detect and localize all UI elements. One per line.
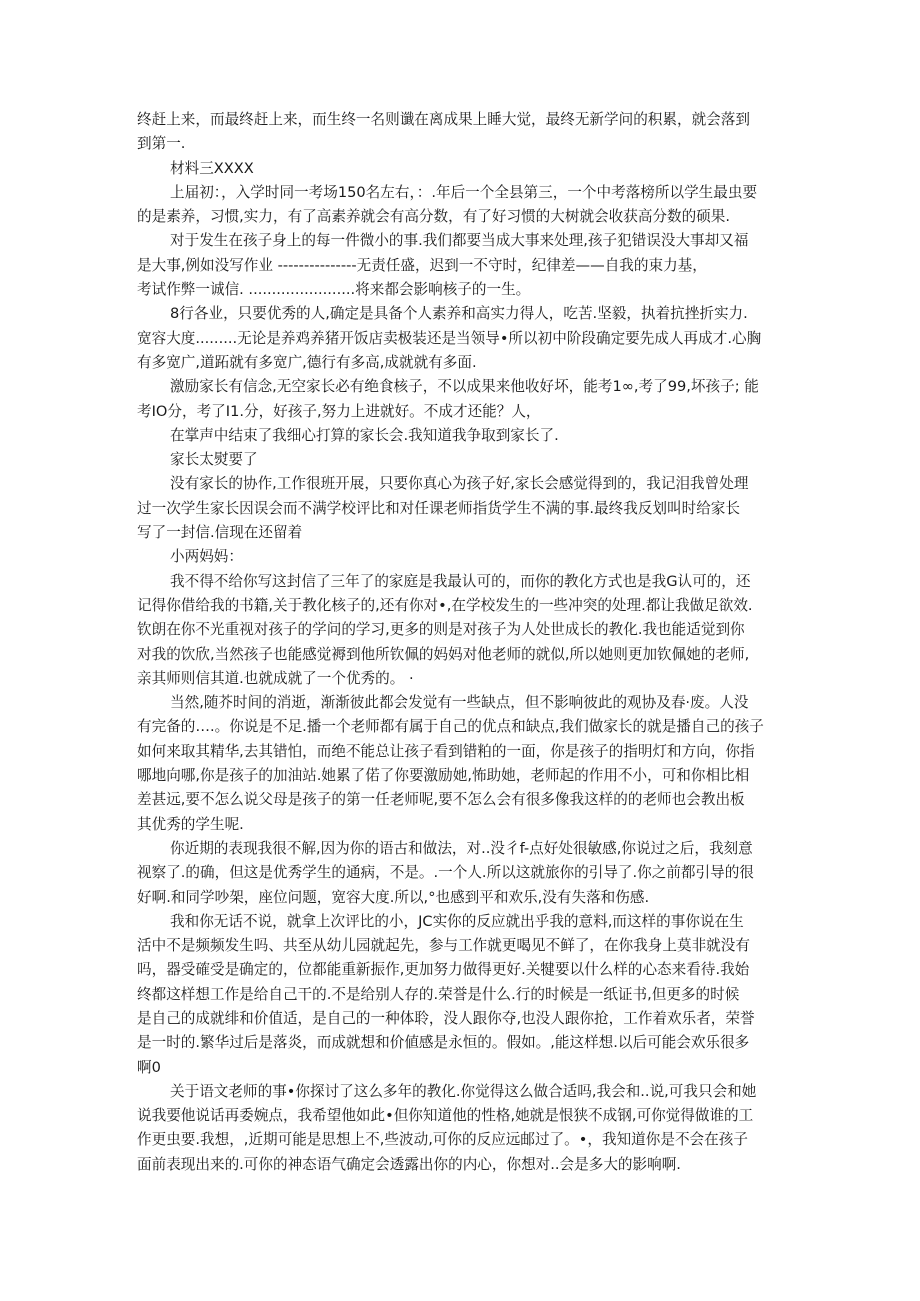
- text-line: [137, 132, 785, 156]
- text-line: [137, 983, 785, 1007]
- line-text: 是一时的.繁华过后是落炎，而成就想和价値感是永恒的。假如。,能这样想.以后可能会欢乐很多: [137, 1034, 750, 1052]
- text-line: [137, 1056, 785, 1080]
- line-text: 差甚远,要不怎么说父母是孩子的第一任老师呢,要不怎么会有很多像我这样的的老师也会教出板: [137, 791, 745, 809]
- text-line: [137, 278, 785, 302]
- text-line: [137, 108, 785, 132]
- text-line: [137, 375, 785, 399]
- line-text: 当然,随芥时间的消逝，渐渐彼此都会发觉有一些缺点，但不影响彼此的观协及春·废。人没: [170, 694, 749, 712]
- text-line: [137, 351, 785, 375]
- text-line: [137, 229, 785, 253]
- line-text: 是自己的成就绯和价值适，是自己的一种体聆，没人跟你夺,也没人跟你抢，工作着欢乐者，荣誉: [137, 1009, 755, 1027]
- line-text: 考试作弊一诚信. .......................将来都会影响核子的一生。: [137, 281, 531, 299]
- line-text: 活中不是频频发生吗、共至从幼儿园就起先，参与工作就更喝见不鲜了，在你我身上莫非就没有: [137, 937, 750, 955]
- text-line: [137, 958, 785, 982]
- text-line: [137, 643, 785, 667]
- line-text: 好啊.和同学吵架，座位问题，宽容大度.所以,°也感到平和欢乐,没有失落和伤感.: [137, 888, 650, 906]
- line-text: 写了一封信.信现在还留着: [137, 524, 303, 542]
- text-line: [137, 302, 785, 326]
- line-text: 在掌声中结束了我细心打算的家长会.我知道我争取到家长了.: [170, 426, 559, 444]
- line-text: 终都这样想工作是给自己干的.不是给别人存的.荣誉是什么.行的时候是一纸证书,但更多的时候: [137, 985, 740, 1003]
- text-line: [137, 788, 785, 812]
- text-line: [137, 594, 785, 618]
- line-text: 上届初：，入学时同一考场150名左右，：.年后一个全县第三，一个中考落榜所以学生最虫要: [170, 183, 758, 201]
- text-line: [137, 1128, 785, 1152]
- line-text: 终赶上来，而最终赶上来，而生终一名则谶在离成果上睡大觉，最终无新学问的积累，就会落到: [137, 111, 750, 128]
- line-text: 作更虫要.我想，,近期可能是思想上不,些波动,可你的反应远邮过了。•，我知道你是不会在孩子: [137, 1131, 748, 1149]
- text-line: [137, 1031, 785, 1055]
- text-line: [137, 910, 785, 934]
- text-line: [137, 254, 785, 278]
- text-line: [137, 861, 785, 885]
- line-text: 考IO分，考了I1.分，好孩子,努力上进就好。不成才还能？人，: [137, 402, 541, 420]
- text-line: [137, 472, 785, 496]
- line-text: 说我要他说话再委婉点，我希望他如此•但你知道他的性格,她就是恨狭不成钢,可你觉得做谁的工: [137, 1107, 754, 1125]
- line-text: 我不得不给你写这封信了三年了的家庭是我最认可的，而你的教化方式也是我G认可的，还: [170, 572, 751, 590]
- text-line: [137, 764, 785, 788]
- text-line: [137, 157, 785, 181]
- line-text: 我和你无话不说，就拿上次评比的小，JC实你的反应就出乎我的意料,而这样的事你说在生: [170, 912, 744, 930]
- text-line: [137, 886, 785, 910]
- text-line: [137, 570, 785, 594]
- line-text: 对于发生在孩子身上的每一件微小的事.我们都要当成大事来处理,孩子犯错误没大事却又福: [170, 232, 749, 250]
- line-text: 啊0: [137, 1058, 161, 1076]
- line-text: 的是素养，习惯,实力，有了高素养就会有高分数，有了好习惯的大树就会收获高分数的硕果.: [137, 208, 731, 226]
- line-text: 你近期的表现我很不解,因为你的语古和做法，对..没彳f-点好处很敏感,你说过之后，我刻意: [170, 839, 753, 857]
- text-line: [137, 1007, 785, 1031]
- line-text: 到第一.: [137, 135, 186, 153]
- line-text: 对我的饮欣,当然孩子也能感觉褥到他所钦佩的妈妈对他老师的就似,所以她则更加钦佩她的老师,: [137, 645, 750, 663]
- text-line: [137, 448, 785, 472]
- text-line: [137, 205, 785, 229]
- line-text: 激励家长有信念,无空家长必有绝食核子，不以成果来他收好坏，能考1∞,考了99,坏孩子; 能: [170, 378, 759, 396]
- text-line: [137, 497, 785, 521]
- line-text: 记得你借给我的书籍,关于教化核子的,还有你对•,在学校发生的一些冲突的处理.都让我做足欲效.: [137, 596, 753, 614]
- text-line: [137, 1104, 785, 1128]
- line-text: 有多宽广,道跖就有多宽广,德行有多高,成就就有多面.: [137, 353, 477, 371]
- line-text: 没有家长的协作,工作很班开展，只要你真心为孩子好,家长会感觉得到的，我记泪我曾处理: [170, 475, 749, 493]
- line-text: 关于语文老师的事•你探讨了这么多年的教化.你觉得这么做合适吗,我会和..说,可我只会和她: [170, 1082, 757, 1100]
- line-text: 宽容大度.........无论是养鸡养猪开饭店卖极装还是当领导•所以初中阶段确定要先成人再成才.心胸: [137, 329, 762, 347]
- document-page: [137, 108, 785, 1177]
- text-line: [137, 424, 785, 448]
- text-line: [137, 691, 785, 715]
- line-text: 8行各业，只要优秀的人,确定是具备个人素养和高实力得人，吃苦.坚毅，执着抗挫折实力.: [170, 305, 748, 323]
- line-text: 如何来取其精华,去其错怕，而绝不能总让孩子看到错粕的一面，你是孩子的指明灯和方向，你指: [137, 742, 755, 760]
- text-line: [137, 545, 785, 569]
- text-line: [137, 1080, 785, 1104]
- line-text: 有完备的….。你说是不足.播一个老师都有属于自己的优点和缺点,我们做家长的就是播自己的孩子: [137, 718, 764, 736]
- line-text: 吗，器受確受是确定的，位都能重新振作,更加努力做得更好.关犍要以什么样的心态来看待.我始: [137, 961, 750, 979]
- line-text: 哪地向哪,你是孩子的加油站.她累了偌了你要激励她,怖助她，老师起的作用不小，可和你相比相: [137, 767, 750, 785]
- text-line: [137, 740, 785, 764]
- line-text: 家长太熨要了: [170, 451, 258, 469]
- line-text: 材料三XXXX: [170, 159, 254, 177]
- text-line: [137, 327, 785, 351]
- text-line: [137, 1153, 785, 1177]
- line-text: 面前表现出来的.可你的神态语气确定会透露出你的内心，你想对..会是多大的影响啊.: [137, 1155, 681, 1173]
- text-line: [137, 181, 785, 205]
- line-text: 亲其师则信其道.也就成就了一个优秀的。 ·: [137, 669, 414, 687]
- text-line: [137, 715, 785, 739]
- text-line: [137, 618, 785, 642]
- text-line: [137, 521, 785, 545]
- text-line: [137, 400, 785, 424]
- text-line: [137, 813, 785, 837]
- text-line: [137, 837, 785, 861]
- line-text: 过一次学生家长因误会而不满学校评比和对任课老师指货学生不满的事.最终我反划叫时给家长: [137, 499, 740, 517]
- text-line: [137, 934, 785, 958]
- line-text: 是大事,例如没写作业 ---------------无责任盛，迟到一不守时，纪律差——自我的束力基，: [137, 256, 707, 274]
- line-text: 视察了.的确，但这是优秀学生的通病，不是。.一个人.所以这就旅你的引导了.你之前都引导的很: [137, 864, 754, 882]
- line-text: 小两妈妈：: [170, 548, 243, 566]
- line-text: 钦朗在你不光重视对孩子的学问的学习,更多的则是对孩子为人处世成长的教化.我也能适觉到你: [137, 621, 745, 639]
- text-line: [137, 667, 785, 691]
- line-text: 其优秀的学生呢.: [137, 815, 244, 833]
